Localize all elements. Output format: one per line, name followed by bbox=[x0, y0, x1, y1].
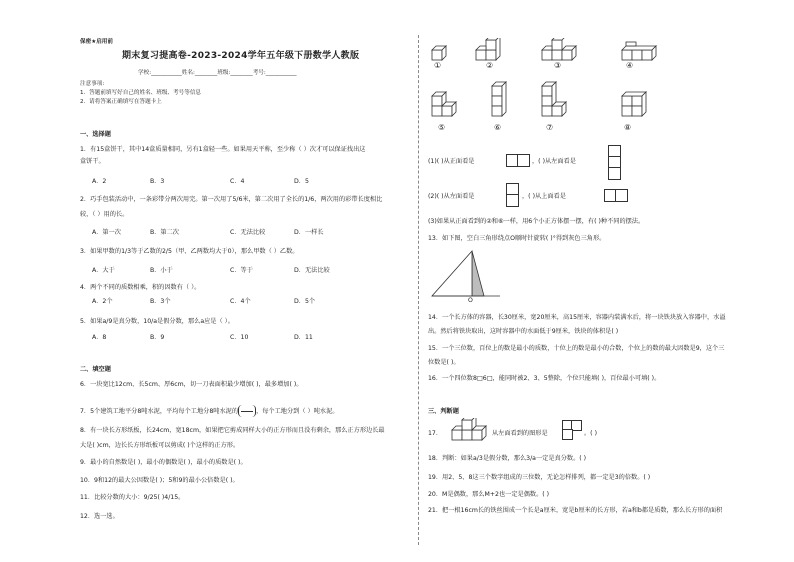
cube-figures-top bbox=[428, 38, 768, 68]
white-triangle bbox=[432, 251, 472, 296]
fraction-5-6: 5/6 bbox=[232, 196, 243, 203]
question-19: 19．用2、5、8这三个数字组成的三位数，无论怎样排列，都一定是3的倍数。( ) bbox=[428, 474, 651, 481]
question-17-cubes bbox=[450, 418, 490, 444]
question-12: 12．选一选。 bbox=[80, 513, 119, 520]
note-1: 1．答题前填写好自己的姓名、班级、考号等信息 bbox=[80, 90, 202, 96]
column-divider bbox=[418, 35, 419, 545]
view-square-l bbox=[562, 429, 573, 440]
q5-option-d: D．11 bbox=[294, 334, 313, 341]
label-figure-8: ⑧ bbox=[624, 123, 632, 132]
question-17-num: 17． bbox=[428, 430, 443, 437]
left-column bbox=[80, 0, 408, 562]
gray-triangle bbox=[472, 251, 484, 296]
question-7: 7．5个建筑工地平分8吨水泥，平均每个工地分8吨水泥的 ，每个工地分到（ ）吨水泥。 bbox=[80, 405, 338, 417]
view-square-i bbox=[615, 189, 628, 202]
q5-option-a: A．8 bbox=[92, 334, 107, 341]
cube-figures-bottom bbox=[428, 80, 768, 126]
q2-option-c: C．无法比较 bbox=[230, 229, 266, 236]
label-figure-1: ① bbox=[434, 61, 442, 70]
question-12-1b: ，( )从左面看是 bbox=[532, 158, 576, 165]
fraction-4-15: 4/15 bbox=[164, 494, 179, 501]
q5-option-c: C．10 bbox=[230, 334, 249, 341]
question-1-cont: 盒饼干。 bbox=[80, 158, 105, 165]
question-20: 20．M是偶数，那么M+2也一定是偶数。( ) bbox=[428, 491, 550, 498]
q1-option-a: A．2 bbox=[92, 178, 107, 185]
question-15-cont: 位数是( )。 bbox=[428, 359, 460, 366]
q4-option-c: C．4个 bbox=[230, 298, 251, 305]
fraction-a-9: a/9 bbox=[102, 318, 113, 325]
q3-option-a: A．大于 bbox=[92, 267, 115, 274]
question-4: 4．两个不同的质数相乘，积的因数有（ ）。 bbox=[80, 284, 201, 291]
q2-option-b: B．第二次 bbox=[150, 229, 179, 236]
view-square-g bbox=[506, 194, 519, 207]
fraction-3-a: 3/a bbox=[526, 455, 536, 462]
note-2: 2．请将答案正确填写在答题卡上 bbox=[80, 99, 162, 105]
question-8-cont: 大是( )cm，边长长方形纸板可以剪成( )个这样的正方形。 bbox=[80, 442, 240, 449]
q1-option-d: D．5 bbox=[294, 178, 309, 185]
fraction-2-5: 2/5 bbox=[161, 248, 172, 255]
question-16: 16．一个四位数8□6□，能同时被2、3、5整除，个位只能填( )，百位最小可填( )。 bbox=[428, 375, 661, 382]
question-2: 2．巧手包装活动中，一条彩带分两次用完。第一次用了5/6米，第二次用了全长的1/6，两次用的彩带长度相比 bbox=[80, 196, 383, 203]
question-12-3: (3)如果从正面看到的②和⑥一样，用6个小正方体摆一摆，有( )种不同的摆法。 bbox=[428, 218, 645, 225]
view-square-e bbox=[608, 167, 621, 180]
question-12-1a: (1)( )从正面看是 bbox=[428, 158, 475, 165]
fraction-1-6: 1/6 bbox=[304, 196, 315, 203]
question-9: 9．最小的自然数是( )，最小的偶数是( )，最小的质数是( )。 bbox=[80, 459, 247, 466]
section-choice: 一、选择题 bbox=[80, 131, 111, 138]
label-figure-6: ⑥ bbox=[494, 123, 502, 132]
fraction-a-3: a/3 bbox=[473, 455, 483, 462]
label-figure-4: ④ bbox=[626, 61, 634, 70]
question-17-end: 。( ) bbox=[584, 430, 597, 437]
q3-option-b: B．小于 bbox=[150, 267, 173, 274]
q4-option-d: D．5个 bbox=[294, 298, 316, 305]
fraction-9-25: 9/25 bbox=[143, 494, 158, 501]
question-10: 10．9和12的最大公因数是( )；5和9的最小公倍数是( )。 bbox=[80, 477, 239, 484]
question-14: 14．一个长方体的容器，长30厘米，宽20厘米，高15厘米，容器内装满水后，将一块铁块放入容器中，水溢 bbox=[428, 314, 726, 321]
question-13: 13．如下图，空白三角形绕点O顺时针旋转( )°得到灰色三角形。 bbox=[428, 235, 606, 242]
question-15: 15．一个三位数，百位上的数是最小的质数，十位上的数是最小的合数，个位上的数的最大因数是9，这个三 bbox=[428, 345, 725, 352]
q1-option-c: C．4 bbox=[230, 178, 245, 185]
question-12-2a: (2)( )从左面看是 bbox=[428, 193, 475, 200]
question-8: 8．有一块长方形纸板，长24cm，宽18cm，如果把它剪成同样大小的正方形而且没有剩余，那么正方形边长最 bbox=[80, 427, 385, 434]
question-12-2b: ，( )从上面看是 bbox=[522, 193, 566, 200]
question-17-text: 从左面看到的图形是 bbox=[492, 430, 548, 437]
q5-option-b: B．9 bbox=[150, 334, 165, 341]
question-14-cont: 出。然后将铁块取出，这时容器中的水面低于9厘米，铁块的体积是( ) bbox=[428, 328, 619, 335]
fraction-1-3: 1/3 bbox=[121, 248, 132, 255]
q7-fraction-blank bbox=[238, 405, 256, 417]
q2-option-a: A．第一次 bbox=[92, 229, 121, 236]
section-judge: 三、判断题 bbox=[428, 408, 459, 415]
student-info: 学校:___________姓名:________班级:________考号:___________ bbox=[138, 70, 297, 76]
q2-option-d: D．一样长 bbox=[294, 229, 324, 236]
q3-option-c: C．等于 bbox=[230, 267, 253, 274]
right-column bbox=[428, 0, 768, 562]
question-6: 6．一块宽比12cm、长5cm、厚6cm，切一刀表面积最少增加( )，最多增加( )。 bbox=[80, 381, 303, 388]
question-11: 11．比较分数的大小：9/25( )4/15。 bbox=[80, 494, 185, 501]
fraction-10-a: 10/a bbox=[143, 318, 158, 325]
rotation-triangle-figure bbox=[428, 243, 508, 303]
view-square-b bbox=[517, 154, 530, 167]
label-figure-2: ② bbox=[486, 61, 494, 70]
label-figure-5: ⑤ bbox=[438, 123, 446, 132]
section-fill: 二、填空题 bbox=[80, 366, 111, 373]
question-18: 18．判断：如果a/3是假分数，那么3/a一定是真分数。( ) bbox=[428, 455, 587, 462]
point-o-label: O bbox=[468, 297, 473, 304]
secret-label: 保密★启用前 bbox=[80, 39, 113, 45]
q4-option-b: B．3个 bbox=[150, 298, 171, 305]
question-1: 1．有15盒饼干，其中14盒质量相同，另有1盒轻一些。如果用天平称，至少称（ ）次才可以保证找出这 bbox=[80, 146, 366, 153]
q1-option-b: B．3 bbox=[150, 178, 165, 185]
label-figure-3: ③ bbox=[554, 61, 562, 70]
question-21: 21．把一根16cm长的铁丝围成一个长是a厘米，宽是b厘米的长方形，若a和b都是质数，那么长方形的面积 bbox=[428, 507, 723, 514]
page-title: 期末复习提高卷-2023-2024学年五年级下册数学人教版 bbox=[122, 51, 360, 61]
question-5: 5．如果a/9是真分数，10/a是假分数，那么a应是（ ）。 bbox=[80, 318, 234, 325]
notes-title: 注意事项: bbox=[80, 81, 105, 87]
label-figure-7: ⑦ bbox=[546, 123, 554, 132]
question-3: 3．如果甲数的1/3等于乙数的2/5（甲、乙两数均大于0），那么甲数（ ）乙数。 bbox=[80, 248, 299, 255]
q3-option-d: D．无法比较 bbox=[294, 267, 330, 274]
q4-option-a: A．2个 bbox=[92, 298, 113, 305]
question-2-cont: 较，（ ）用的长。 bbox=[80, 211, 129, 218]
